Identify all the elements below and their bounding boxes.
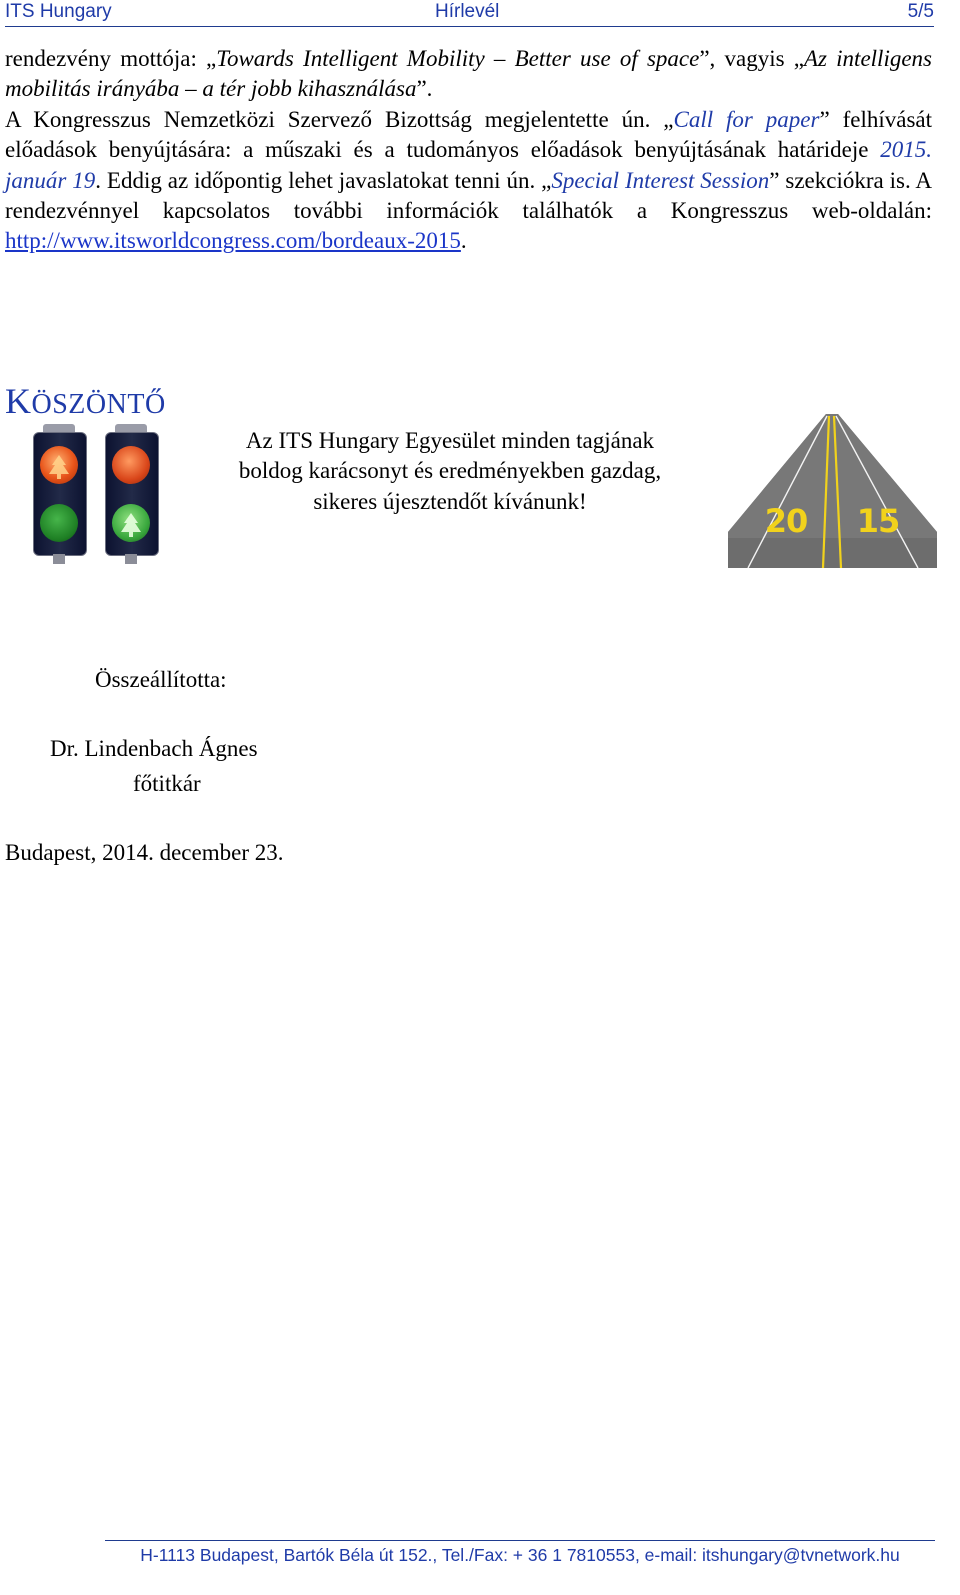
- motto-intro-text: rendezvény mottója: „: [5, 46, 217, 71]
- motto-hungarian: Az intelligens mobilitás irányába – a tér jobb kihasználása: [5, 46, 932, 102]
- header-organization: ITS Hungary: [5, 1, 112, 22]
- page-footer: [105, 1540, 935, 1566]
- place-and-date: Budapest, 2014. december 23.: [5, 840, 284, 865]
- author-name: Dr. Lindenbach Ágnes: [50, 736, 258, 761]
- greeting-line: sikeres újesztendőt kívánunk!: [313, 488, 587, 514]
- road-year-right: 15: [856, 502, 900, 540]
- section-title-initial: K: [5, 381, 32, 421]
- section-title-rest: ÖSZÖNTŐ: [31, 389, 166, 420]
- special-interest-session-term: Special Interest Session: [551, 167, 770, 193]
- greeting-line: boldog karácsonyt és eredményekben gazdag,: [238, 458, 662, 484]
- traffic-light-red-icon: [27, 424, 91, 564]
- road-year-left: 20: [764, 502, 808, 540]
- deadline-date: 2015. január 19: [5, 137, 932, 193]
- url-period: .: [460, 228, 467, 254]
- footer-contact: H-1113 Budapest, Bartók Béla út 152., Tel./Fax: + 36 1 7810553, e-mail: itshungary@tvnetwork.hu: [140, 1545, 900, 1565]
- tree-icon: [48, 454, 70, 480]
- tree-icon: [120, 512, 142, 538]
- header-title: Hírlevél: [435, 1, 500, 22]
- greeting-line: Az ITS Hungary Egyesület minden tagjának: [245, 428, 655, 453]
- call-for-paper-term: Call for paper: [673, 106, 820, 132]
- congress-website-link[interactable]: http://www.itsworldcongress.com/bordeaux-2015: [5, 228, 461, 254]
- traffic-light-green-icon: [99, 424, 163, 564]
- proposal-text: . Eddig az időpontig lehet javaslatokat tenni ún. „: [95, 167, 552, 193]
- motto-closing-text: ”.: [416, 76, 433, 102]
- url-line: [5, 226, 932, 256]
- congress-paragraph: [5, 105, 932, 227]
- author-role: főtitkár: [133, 771, 201, 796]
- motto-connector-text: ”, vagyis „: [699, 46, 804, 71]
- greeting-section-title: [5, 380, 166, 422]
- motto-paragraph: [5, 44, 932, 105]
- submission-text: ” felhívását előadások benyújtására: a műszaki és a tudományos előadások benyújtásának határideje: [5, 106, 933, 163]
- article-body: [5, 44, 932, 257]
- greeting-message: [200, 426, 700, 517]
- header-page-number: 5/5: [907, 1, 934, 22]
- more-info-text: ” szekciókra is. A rendezvénnyel kapcsolatos további információk találhatók a Kongresszus web-oldalán:: [5, 167, 932, 224]
- committee-text: A Kongresszus Nemzetközi Szervező Bizottság megjelentette ún. „: [5, 106, 674, 132]
- motto-english: Towards Intelligent Mobility – Better use of space: [216, 46, 700, 71]
- road-2015-image: [728, 414, 937, 568]
- page-header: [5, 0, 934, 27]
- compiled-by-label: Összeállította:: [95, 667, 227, 692]
